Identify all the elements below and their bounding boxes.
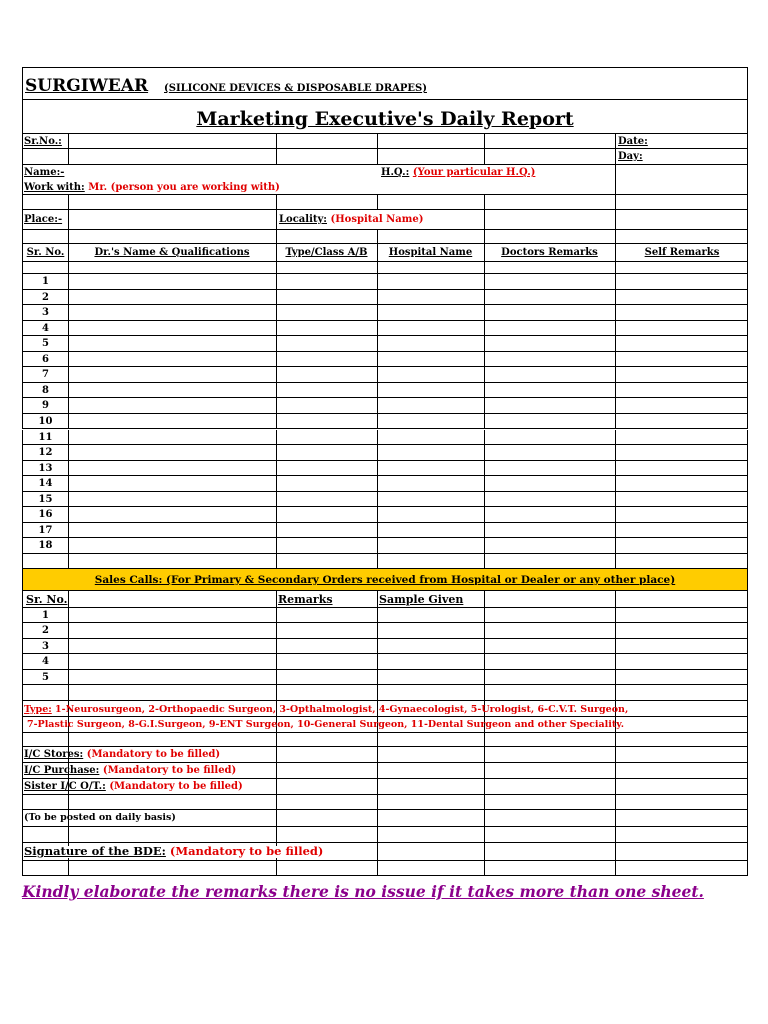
doctor-row [22,507,748,523]
doctor-row-number: 15 [38,493,53,505]
blank-row [22,195,748,210]
ic-stores-row [22,747,748,763]
place-label: Place:- [24,214,63,225]
sister-ic-label: Sister I/C O/T.: [24,781,106,792]
blank-row [22,795,748,810]
doctor-row [22,321,748,337]
hq-hint: (Your particular H.Q.) [412,167,536,178]
doctor-row-number: 4 [42,322,49,334]
posted-note-row [22,810,748,827]
ic-purchase-label: I/C Purchase: [24,765,100,776]
sales-col-sample-given: Sample Given [379,593,464,606]
sales-row-number: 2 [42,625,49,637]
page-title: Marketing Executive's Daily Report [196,108,574,130]
sales-col-sr-no: Sr. No. [26,593,68,606]
work-with-hint: Mr. (person you are working with) [88,182,280,193]
doctor-row-number: 16 [38,509,53,521]
type-label: Type: [24,704,52,715]
type-line-1-text: 1-Neurosurgeon, 2-Orthopaedic Surgeon, 3-Opthalmologist, 4-Gynaecologist, 5-Urologist, 6-C.V.T. Surgeon, [51,704,629,715]
blank-row [22,685,748,701]
doctor-row-number: 17 [38,524,53,536]
sales-col-remarks: Remarks [278,593,333,606]
blank-row [22,554,748,569]
sister-ic-mandatory: (Mandatory to be filled) [109,781,243,792]
doctor-row [22,367,748,383]
type-legend-line-2: 7-Plastic Surgeon, 8-G.I.Surgeon, 9-ENT Surgeon, 10-General Surgeon, 11-Dental Surgeon and other Speciality. [27,719,625,730]
signature-label: Signature of the BDE: [24,844,166,858]
col-type-class: Type/Class A/B [285,247,368,258]
doctor-row [22,383,748,399]
doctor-row [22,305,748,321]
doctor-row-number: 5 [42,338,49,350]
doctor-row-number: 1 [42,276,49,287]
hq-label: H.Q.: [381,167,410,178]
locality-label: Locality: [279,214,327,225]
doctor-row [22,461,748,477]
col-doctors-remarks: Doctors Remarks [501,247,598,258]
doctor-row [22,538,748,554]
ic-purchase-field [24,766,236,776]
sales-row [22,608,748,623]
brand-subtitle: (SILICONE DEVICES & DISPOSABLE DRAPES) [164,83,427,94]
col-self-remarks: Self Remarks [644,247,720,258]
sales-row-number: 5 [42,671,49,683]
sales-row [22,670,748,685]
doctor-row [22,476,748,492]
doctor-row [22,445,748,461]
posted-note: (To be posted on daily basis) [24,812,176,823]
doctor-row-number: 10 [38,415,53,427]
locality-field [279,215,423,225]
place-locality-row [22,210,748,230]
sales-row-number: 3 [42,640,49,652]
col-sr-no: Sr. No. [26,247,65,258]
doctor-row-number: 2 [42,291,49,303]
sales-row [22,623,748,638]
ic-stores-label: I/C Stores: [24,749,84,760]
blank-row [22,230,748,244]
footer-note: Kindly elaborate the remarks there is no issue if it takes more than one sheet. [22,882,704,901]
title-row [22,100,748,134]
day-row [22,149,748,165]
sales-table-header [22,591,748,608]
ic-stores-mandatory: (Mandatory to be filled) [86,749,221,760]
doctor-row-number: 3 [42,307,49,319]
col-doctor-name: Dr.'s Name & Qualifications [94,247,250,258]
signature-field [24,846,323,858]
sales-banner [22,569,748,591]
sales-row [22,639,748,654]
doctor-row [22,398,748,414]
doctor-row [22,274,748,290]
doctor-row-number: 13 [38,462,53,474]
signature-row [22,843,748,861]
hq-field [381,168,535,178]
day-label: Day: [618,151,643,162]
doctor-row [22,430,748,446]
ic-stores-field [24,750,220,760]
locality-hint: (Hospital Name) [330,214,424,225]
sales-row [22,654,748,669]
sister-ic-field [24,782,243,792]
sales-row-number: 1 [42,610,49,621]
ic-purchase-mandatory: (Mandatory to be filled) [102,765,237,776]
sales-row-number: 4 [42,656,49,668]
sr-no-label: Sr.No.: [24,136,62,147]
blank-row [22,827,748,843]
doctor-row-number: 12 [38,447,53,459]
blank-row [22,262,748,274]
brand-name: SURGIWEAR [25,76,149,96]
doctor-row-number: 18 [38,540,53,552]
signature-mandatory: (Mandatory to be filled) [169,844,324,858]
doctor-row [22,290,748,306]
doctor-row [22,523,748,539]
doctor-row-number: 8 [42,384,49,396]
type-legend-line-1 [24,705,628,715]
doctors-table-header [22,244,748,262]
doctor-row [22,492,748,508]
ic-purchase-row [22,763,748,779]
doctor-row-number: 9 [42,400,49,412]
sister-ic-row [22,779,748,795]
sales-banner-text: Sales Calls: (For Primary & Secondary Orders received from Hospital or Dealer or any other place) [94,574,676,586]
col-hospital-name: Hospital Name [388,247,473,258]
type-legend-row-2 [22,717,748,733]
doctor-row-number: 7 [42,369,49,381]
doctor-row-number: 14 [38,478,53,490]
work-with-label: Work with: [24,182,85,193]
doctor-row-number: 11 [38,431,53,443]
srno-row [22,134,748,149]
doctor-row [22,352,748,368]
doctor-row-number: 6 [42,353,49,365]
date-label: Date: [618,136,648,147]
blank-row [22,861,748,876]
type-legend-row-1 [22,701,748,717]
doctor-row [22,414,748,430]
name-hq-row [22,165,748,195]
doctor-row [22,336,748,352]
brand-row [22,67,748,100]
work-with-field [24,183,280,193]
blank-row [22,733,748,747]
name-label: Name:- [24,167,65,178]
